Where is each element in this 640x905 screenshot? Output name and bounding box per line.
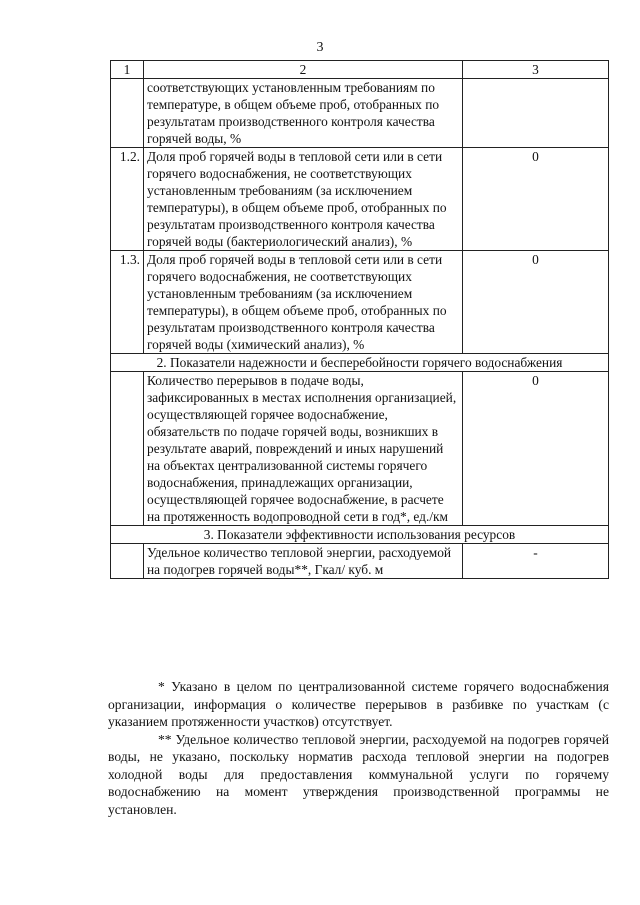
row-value: 0	[463, 251, 609, 354]
row-value: 0	[463, 148, 609, 251]
row-text: Доля проб горячей воды в тепловой сети или в сети горячего водоснабжения, не соответствующих установленным требованиям (за исключением температуры), в общем объеме проб, отобранных по результатам производственного контроля качества горячей воды (химический анализ), %	[144, 251, 463, 354]
row-text: соответствующих установленным требованиям по температуре, в общем объеме проб, отобранных по результатам производственного контроля качества горячей воды, %	[144, 79, 463, 148]
row-text: Количество перерывов в подаче воды, зафиксированных в местах исполнения организацией, осуществляющей горячее водоснабжение, обязательств по подаче горячей воды, возникших в результате аварий, повреждений и иных нарушений на объектах централизованной системы горячего водоснабжения, принадлежащих организации, осуществляющей горячее водоснабжение, в расчете на протяженность водопроводной сети в год*, ед./км	[144, 372, 463, 526]
row-value: 0	[463, 372, 609, 526]
indicators-table	[110, 60, 609, 579]
section-heading: 3. Показатели эффективности использования ресурсов	[111, 526, 609, 544]
header-cell: 3	[463, 61, 609, 79]
table-row	[111, 251, 609, 354]
footnote: * Указано в целом по централизованной системе горячего водоснабжения организации, информация о количестве перерывов в разбивке по участкам (с указанием протяженности участков) отсутствует.	[108, 679, 609, 729]
page-number: 3	[316, 40, 324, 55]
header-cell: 1	[111, 61, 144, 79]
section-row	[111, 354, 609, 372]
table-row	[111, 544, 609, 579]
row-number: 1.2.	[111, 148, 144, 251]
section-heading: 2. Показатели надежности и бесперебойности горячего водоснабжения	[111, 354, 609, 372]
section-row	[111, 526, 609, 544]
footnotes	[108, 678, 609, 818]
table-row	[111, 79, 609, 148]
header-cell: 2	[144, 61, 463, 79]
table-header-row	[111, 61, 609, 79]
row-text: Удельное количество тепловой энергии, расходуемой на подогрев горячей воды**, Гкал/ куб. м	[144, 544, 463, 579]
footnote: ** Удельное количество тепловой энергии, расходуемой на подогрев горячей воды, не указано, поскольку норматив расхода тепловой энергии на подогрев холодной воды для предоставления коммунальной услуги по горячему водоснабжению на момент утверждения производственной программы не установлен.	[108, 731, 609, 817]
row-number	[111, 79, 144, 148]
row-number: 1.3.	[111, 251, 144, 354]
row-value: -	[463, 544, 609, 579]
row-value	[463, 79, 609, 148]
table-row	[111, 148, 609, 251]
row-number	[111, 544, 144, 579]
row-text: Доля проб горячей воды в тепловой сети или в сети горячего водоснабжения, не соответствующих установленным требованиям (за исключением температуры), в общем объеме проб, отобранных по результатам производственного контроля качества горячей воды (бактериологический анализ), %	[144, 148, 463, 251]
table-row	[111, 372, 609, 526]
row-number	[111, 372, 144, 526]
